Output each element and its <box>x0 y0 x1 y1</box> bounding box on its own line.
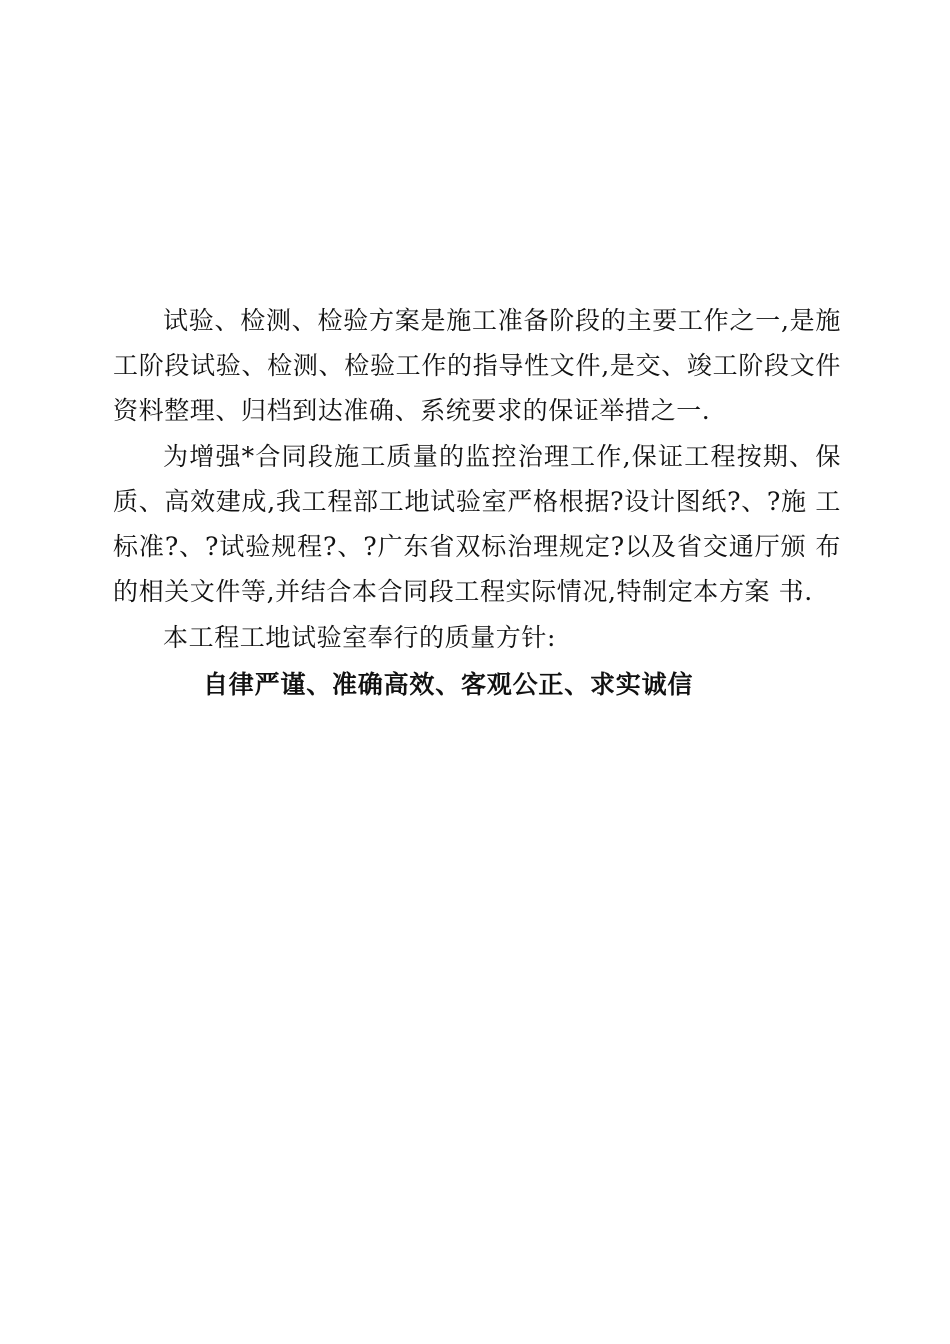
paragraph-policy-lead: 本工程工地试验室奉行的质量方针: <box>163 623 557 652</box>
paragraph-intro: 试验、检测、检验方案是施工准备阶段的主要工作之一,是施工阶段试验、检测、检验工作的指导性文件,是交、竣工阶段文件资料整理、归档到达准确、系统要求的保证举措之一. <box>113 306 841 425</box>
quality-motto: 自律严谨、准确高效、客观公正、求实诚信 <box>203 670 694 699</box>
document-body <box>113 298 841 707</box>
paragraph-purpose: 为增强*合同段施工质量的监控治理工作,保证工程按期、保质、高效建成,我工程部工地试验室严格根据?设计图纸?、?施 工标准?、?试验规程?、?广东省双标治理规定?以及省交通厅颁 布的相关文件等,并结合本合同段工程实际情况,特制定本方案 书. <box>113 442 841 606</box>
